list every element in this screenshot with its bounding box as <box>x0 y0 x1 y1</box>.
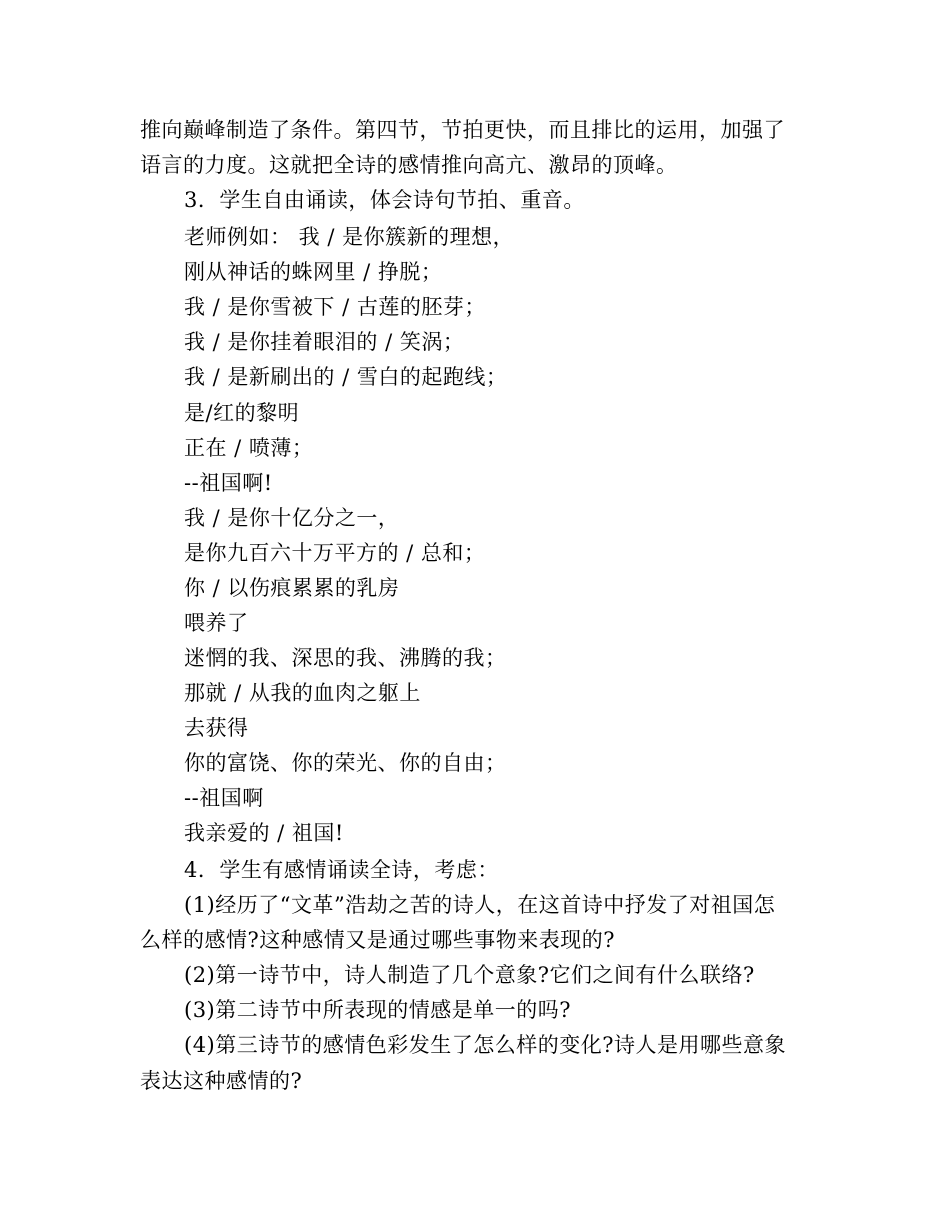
poem-line: 你 / 以伤痕累累的乳房 <box>184 576 400 600</box>
poem-line: 我 / 是你雪被下 / 古莲的胚芽； <box>184 295 486 319</box>
paragraph-line: 语言的力度。这就把全诗的感情推向高亢、激昂的顶峰。 <box>140 153 678 177</box>
question-line: (2)第一诗节中，诗人制造了几个意象?它们之间有什么联络? <box>184 963 755 987</box>
poem-line: 你的富饶、你的荣光、你的自由； <box>184 751 507 775</box>
poem-line: --祖国啊 <box>184 786 264 810</box>
poem-line: 是你九百六十万平方的 / 总和； <box>184 541 486 565</box>
poem-line: 迷惘的我、深思的我、沸腾的我； <box>184 646 507 670</box>
poem-line: 我亲爱的 / 祖国! <box>184 821 344 845</box>
question-line: 么样的感情?这种感情又是通过哪些事物来表现的? <box>140 928 616 952</box>
poem-line: 我 / 是你挂着眼泪的 / 笑涡； <box>184 330 465 354</box>
paragraph-line: 推向巅峰制造了条件。第四节，节拍更快，而且排比的运用，加强了 <box>140 118 785 142</box>
poem-line: 那就 / 从我的血肉之躯上 <box>184 681 421 705</box>
question-line: (1)经历了“文革”浩劫之苦的诗人，在这首诗中抒发了对祖国怎 <box>184 893 776 917</box>
numbered-item: 3．学生自由诵读，体会诗句节拍、重音。 <box>184 188 585 212</box>
poem-line: --祖国啊! <box>184 471 273 495</box>
poem-line: 我 / 是新刷出的 / 雪白的起跑线； <box>184 365 508 389</box>
poem-line: 去获得 <box>184 716 249 740</box>
numbered-item: 4．学生有感情诵读全诗，考虑： <box>184 858 499 882</box>
poem-line: 喂养了 <box>184 611 249 635</box>
poem-line: 正在 / 喷薄； <box>184 436 314 460</box>
question-line: 表达这种感情的? <box>140 1069 303 1093</box>
poem-line: 我 / 是你十亿分之一， <box>184 506 400 530</box>
poem-line: 是/红的黎明 <box>184 401 300 425</box>
poem-line: 刚从神话的蛛网里 / 挣脱； <box>184 260 443 284</box>
poem-line: 老师例如： 我 / 是你簇新的理想， <box>184 225 515 249</box>
question-line: (3)第二诗节中所表现的情感是单一的吗? <box>184 998 572 1022</box>
question-line: (4)第三诗节的感情色彩发生了怎么样的变化?诗人是用哪些意象 <box>184 1033 787 1057</box>
